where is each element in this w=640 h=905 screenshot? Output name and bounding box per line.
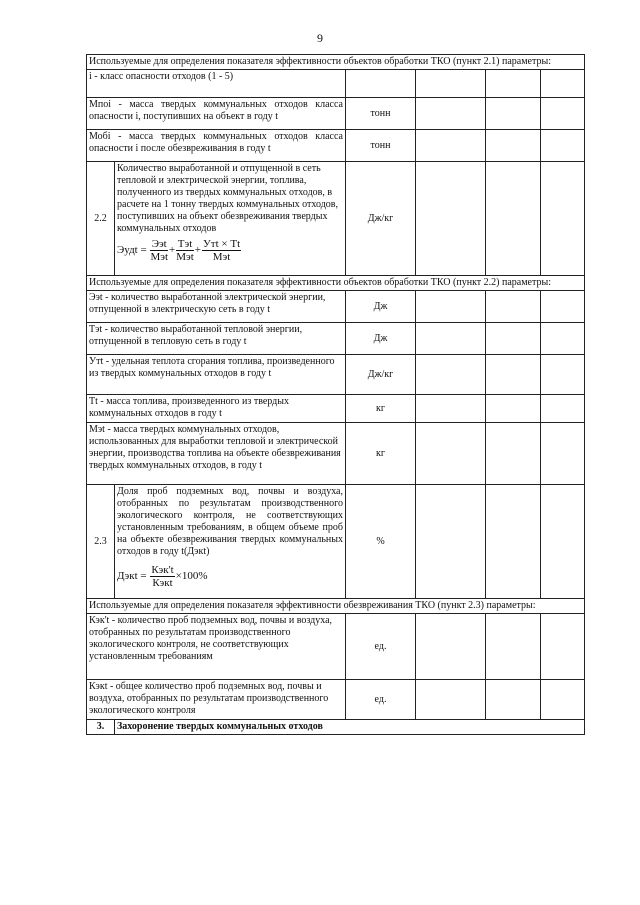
indicator-cell [115, 162, 346, 276]
formula-lhs: Эудt = [117, 244, 147, 257]
param-cell: Мпоi - масса твердых коммунальных отходов класса опасности i, поступивших на объект в году t [87, 98, 346, 130]
param-cell: Ээt - количество выработанной электрической энергии, отпущенной в электрическую сеть в году t [87, 291, 346, 323]
formula-tail: ×100% [175, 570, 208, 583]
param-cell: Мэt - масса твердых коммунальных отходов, использованных для выработки тепловой и электрической энергии, производства топлива на объекте обезвреживания твердых коммунальных отходов, в году t [87, 423, 346, 485]
formula-lhs: Дэкt = [117, 570, 147, 583]
formula-eud [117, 238, 343, 263]
unit-cell: ед. [346, 680, 416, 720]
section-header-2-3 [87, 599, 585, 614]
unit-cell: тонн [346, 98, 416, 130]
table-row [87, 323, 585, 355]
unit-cell: Дж/кг [346, 162, 416, 276]
indicator-cell [115, 485, 346, 599]
table-row [87, 680, 585, 720]
page-number: 9 [317, 31, 323, 45]
section-title-cell [115, 720, 585, 735]
formula-numerator: Утt × Тt [203, 238, 241, 250]
table-row [87, 395, 585, 423]
unit-cell: % [346, 485, 416, 599]
unit-cell: Дж [346, 291, 416, 323]
table-row [87, 720, 585, 735]
section-title: Захоронение твердых коммунальных отходов [117, 721, 323, 732]
formula-numerator: Ээt [151, 238, 167, 250]
formula-denominator: Мэt [212, 251, 231, 263]
item-number: 2.3 [87, 485, 115, 599]
section-header-text: Используемые для определения показателя эффективности обезвреживания ТКО (пункт 2.3) параметры: [87, 599, 585, 614]
table-row [87, 614, 585, 680]
unit-cell: кг [346, 395, 416, 423]
formula-denominator: Мэt [150, 251, 168, 263]
indicator-text: Доля проб подземных вод, почвы и воздуха, отобранных по результатам производственного экологического контроля, не соответствующих установленным требованиям, в общем объеме проб на объекте обезвреживания твердых коммунальных отходов в году t(Дэкt) [117, 486, 343, 557]
section-header-text: Используемые для определения показателя эффективности объектов обработки ТКО (пункт 2.2) параметры: [87, 276, 585, 291]
section-header-text: Используемые для определения показателя эффективности объектов обработки ТКО (пункт 2.1) параметры: [87, 55, 585, 70]
table-row [87, 130, 585, 162]
table-row [87, 423, 585, 485]
param-cell: Кэкt - общее количество проб подземных вод, почвы и воздуха, отобранных по результатам производственного экологического контроля [87, 680, 346, 720]
unit-cell: тонн [346, 130, 416, 162]
table-row [87, 355, 585, 395]
formula-numerator: Тэt [177, 238, 193, 250]
unit-cell: Дж [346, 323, 416, 355]
unit-cell: ед. [346, 614, 416, 680]
section-header-2-1 [87, 55, 585, 70]
formula-dek [117, 564, 343, 589]
param-cell: Утt - удельная теплота сгорания топлива, произведенного из твердых коммунальных отходов в году t [87, 355, 346, 395]
table-row [87, 162, 585, 276]
param-cell: i - класс опасности отходов (1 - 5) [87, 70, 346, 98]
param-cell: Кэк't - количество проб подземных вод, почвы и воздуха, отобранных по результатам производственного экологического контроля, не соответствующих установленным требованиям [87, 614, 346, 680]
item-number: 3. [87, 720, 115, 735]
unit-cell: Дж/кг [346, 355, 416, 395]
formula-denominator: Кэкt [152, 577, 173, 589]
param-cell: Тэt - количество выработанной тепловой энергии, отпущенной в тепловую сеть в году t [87, 323, 346, 355]
table-row [87, 70, 585, 98]
param-cell: Тt - масса топлива, произведенного из твердых коммунальных отходов в году t [87, 395, 346, 423]
indicators-table [86, 54, 585, 735]
formula-plus: + [169, 244, 176, 257]
table-row [87, 291, 585, 323]
table-row [87, 485, 585, 599]
formula-numerator: Кэк't [151, 564, 174, 576]
table-row [87, 98, 585, 130]
section-header-2-2 [87, 276, 585, 291]
indicator-text: Количество выработанной и отпущенной в сеть тепловой и электрической энергии, топлива, полученного из твердых коммунальных отходов, в расчете на 1 тонну твердых коммунальных отходов, поступивших на объект обезвреживания твердых коммунальных отходов [117, 163, 339, 234]
formula-plus: + [194, 244, 201, 257]
unit-cell: кг [346, 423, 416, 485]
item-number: 2.2 [87, 162, 115, 276]
formula-denominator: Мэt [176, 251, 194, 263]
param-cell: Мобi - масса твердых коммунальных отходов класса опасности i после обезвреживания в году t [87, 130, 346, 162]
